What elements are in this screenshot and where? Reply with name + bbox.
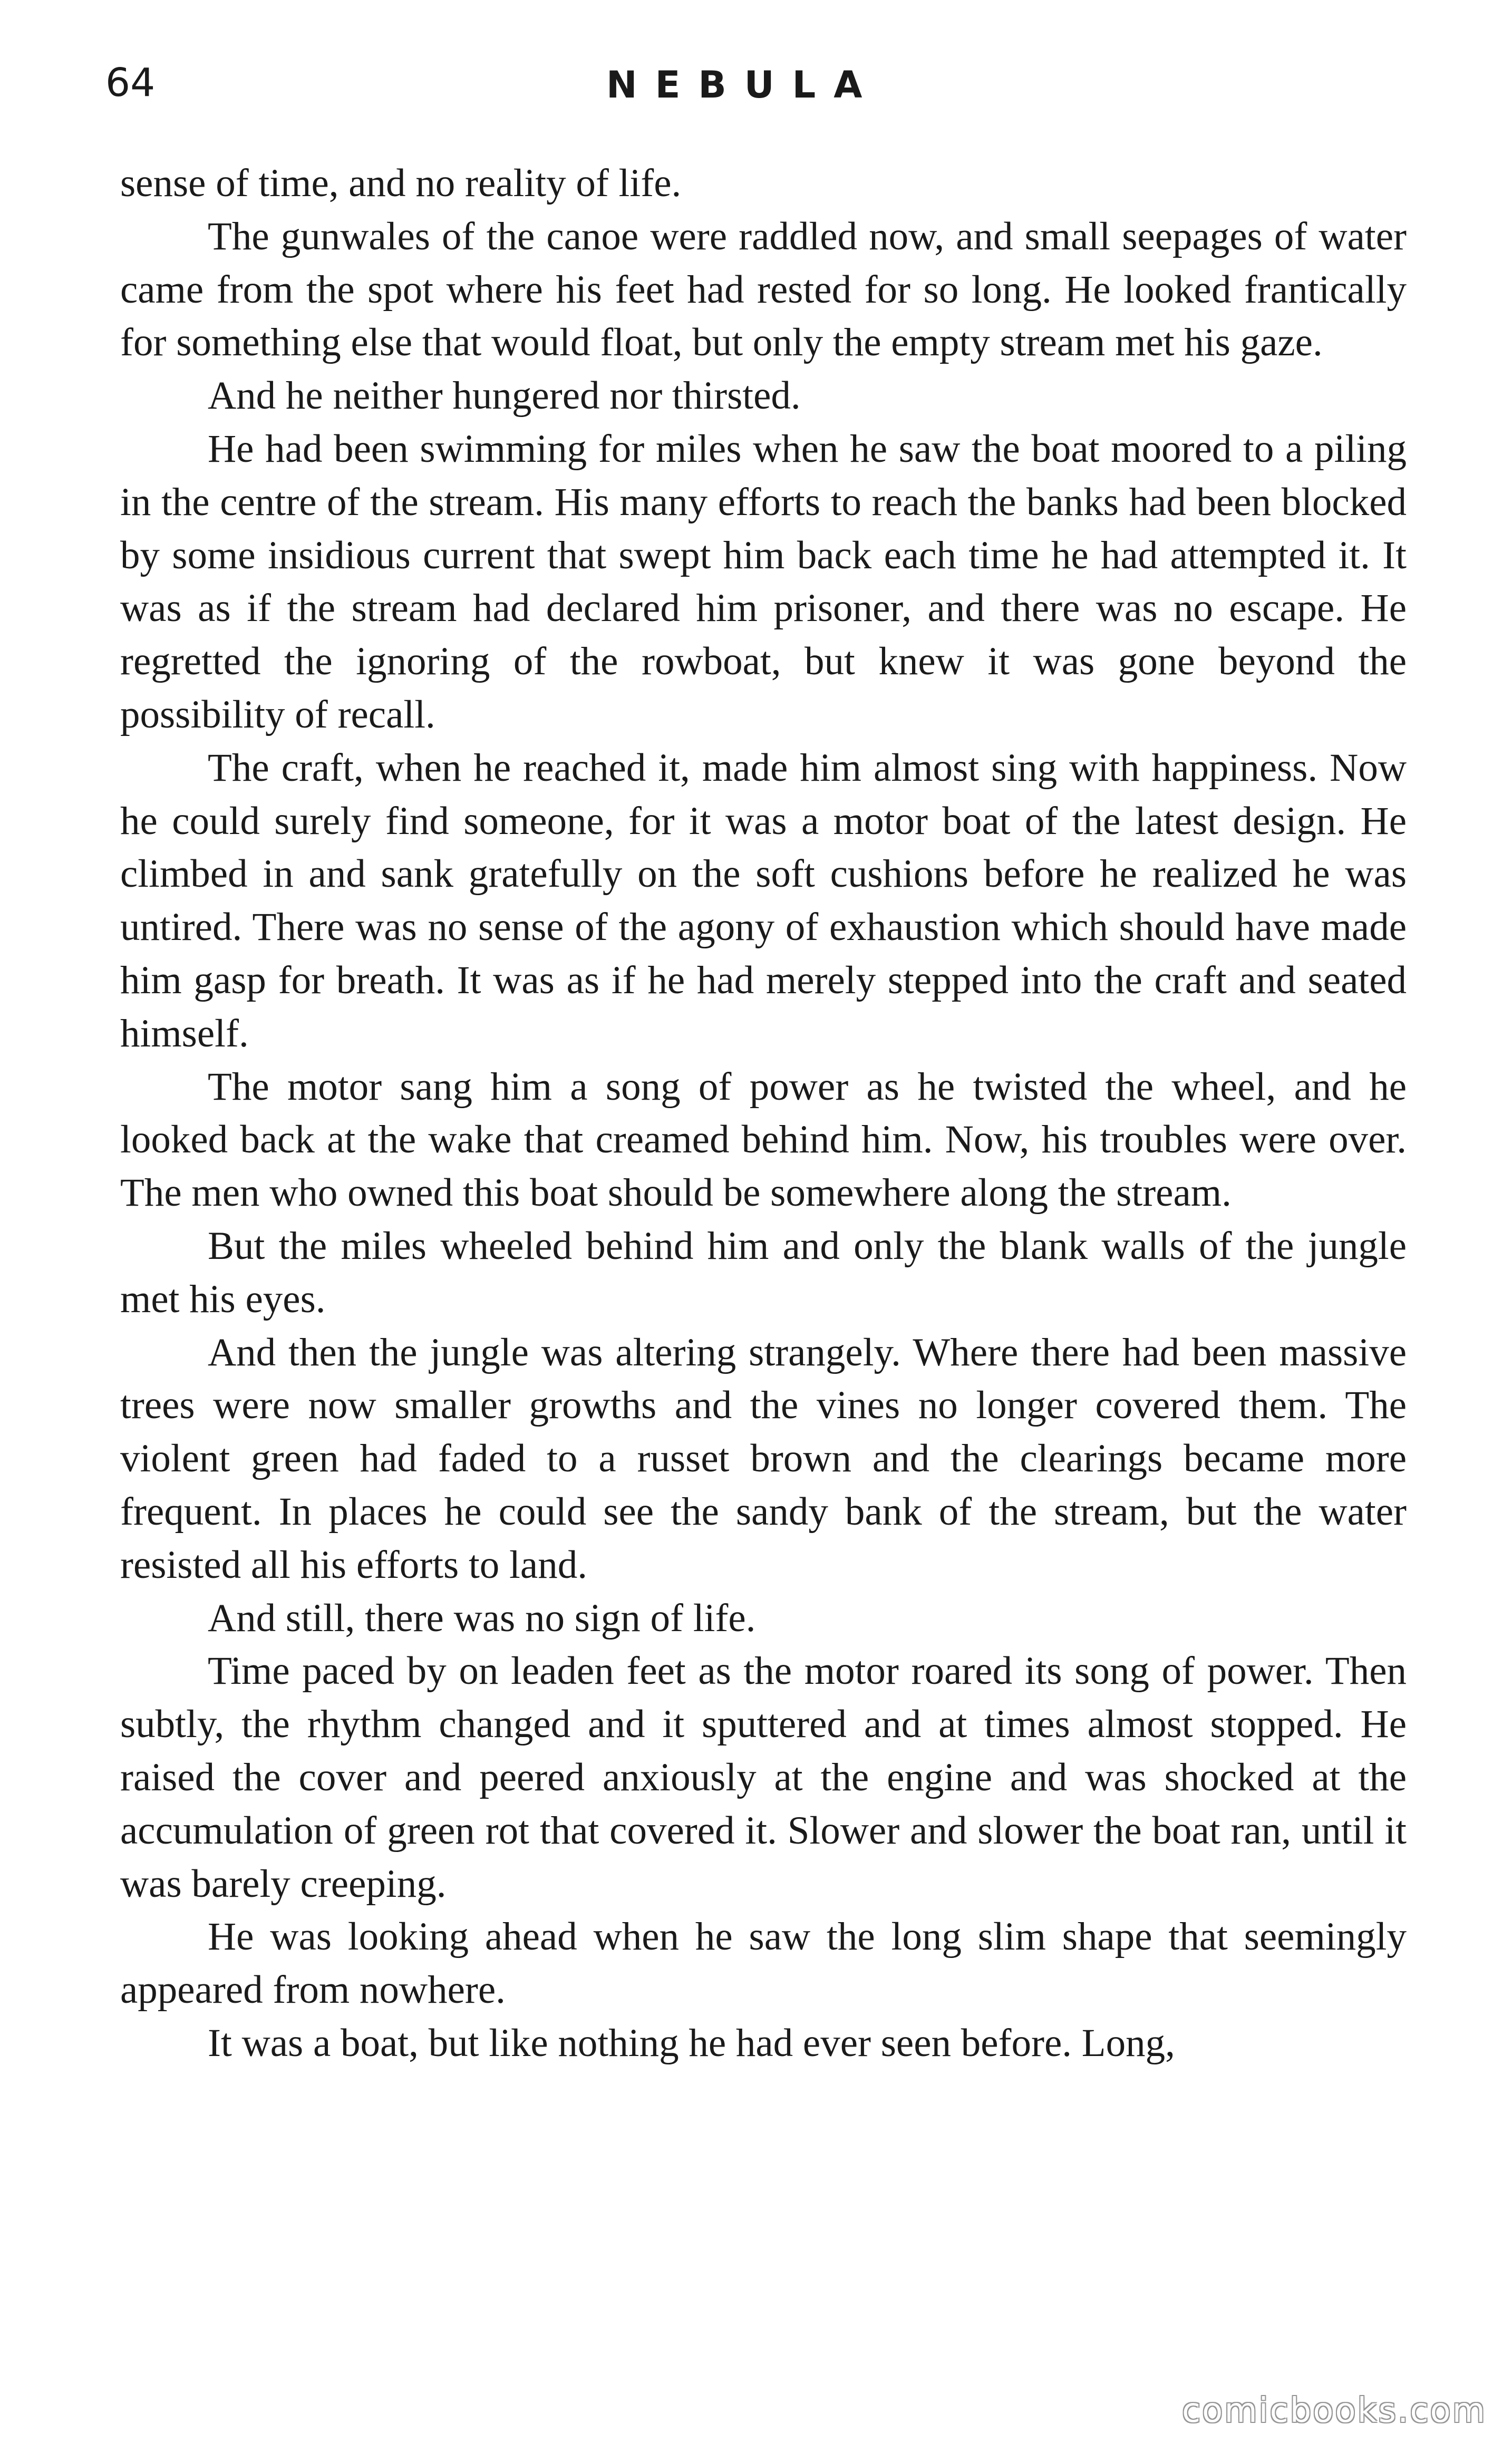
paragraph: Time paced by on leaden feet as the motor roared its song of power. Then subtly, the rhythm changed and it sputtered and at times almost stopped. He raised the cover and peered anxiously at the engine and was shocked at the accumulation of green rot that covered it. Slower and slower the boat ran, until it was barely creeping. (120, 1649, 1407, 1906)
paragraph: But the miles wheeled behind him and only the blank walls of the jungle met his eyes. (120, 1224, 1407, 1321)
paragraph: It was a boat, but like nothing he had ever seen before. Long, (208, 2021, 1175, 2065)
paragraph: sense of time, and no reality of life. (120, 161, 682, 205)
paragraph: The motor sang him a song of power as he twisted the wheel, and he looked back at the wake that creamed behind him. Now, his troubles were over. The men who owned this boat should be somewhere along the stream. (120, 1064, 1407, 1215)
paragraph: The craft, when he reached it, made him almost sing with happiness. Now he could surely find someone, for it was a motor boat of the latest design. He climbed in and sank gratefully on the soft cushions before he realized he was untired. There was no sense of the agony of exhaustion which should have made him gasp for breath. It was as if he had merely stepped into the craft and seated himself. (120, 745, 1407, 1055)
paragraph: He was looking ahead when he saw the long slim shape that seemingly appeared from nowhere. (120, 1915, 1407, 2012)
running-head: NEBULA (606, 63, 880, 106)
paragraph: And still, there was no sign of life. (208, 1596, 756, 1640)
paragraph: He had been swimming for miles when he saw the boat moored to a piling in the centre of the stream. His many efforts to reach the banks had been blocked by some insidious current that swept him back each time he had attempted it. It was as if the stream had declared him prisoner, and there was no escape. He regretted the ignoring of the rowboat, but knew it was gone beyond the possibility of recall. (120, 426, 1407, 736)
paragraph: And he neither hungered nor thirsted. (208, 374, 801, 418)
paragraph: And then the jungle was altering strangely. Where there had been massive trees were now smaller growths and the vines no longer covered them. The violent green had faded to a russet brown and the clearings became more frequent. In places he could see the sandy bank of the stream, but the water resisted all his efforts to land. (120, 1330, 1407, 1587)
body-text (120, 157, 1407, 2070)
watermark: comicbooks.com (1181, 2391, 1487, 2430)
paragraph: The gunwales of the canoe were raddled now, and small seepages of water came from the spot where his feet had rested for so long. He looked frantically for something else that would float, but only the empty stream met his gaze. (120, 214, 1407, 365)
page-number: 64 (105, 60, 156, 105)
